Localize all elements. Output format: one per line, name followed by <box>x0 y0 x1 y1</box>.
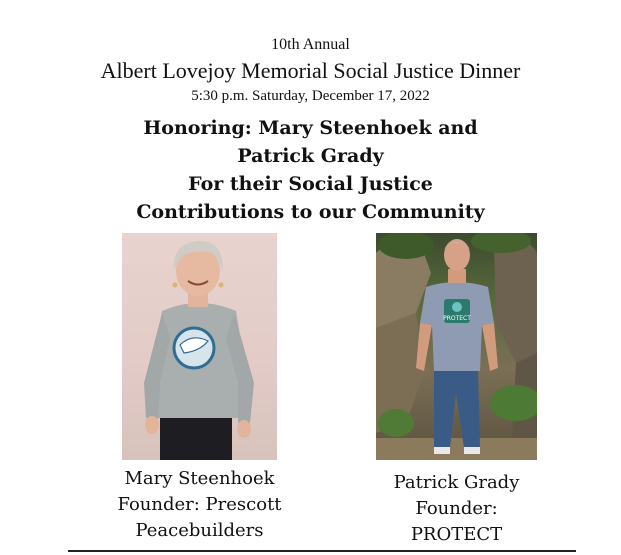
honor-line-1: Honoring: Mary Steenhoek and <box>143 117 478 139</box>
event-title: Albert Lovejoy Memorial Social Justice Dinner <box>100 58 521 83</box>
honoree-role-line-2: Peacebuilders <box>135 520 264 541</box>
bottom-divider <box>68 550 576 552</box>
shirt-text: PROTECT <box>443 315 471 322</box>
honoree-role-line-1: Founder: Prescott <box>117 494 282 515</box>
honoree-role-line-1: Founder: <box>415 498 498 519</box>
honoree-role-line-2: PROTECT <box>410 524 503 545</box>
caption-patrick-grady <box>349 470 564 548</box>
event-datetime: 5:30 p.m. Saturday, December 17, 2022 <box>191 88 430 104</box>
honoree-name: Patrick Grady <box>393 472 520 493</box>
honor-line-2: Patrick Grady <box>237 145 384 167</box>
honor-line-4: Contributions to our Community <box>136 201 485 223</box>
honor-line-3: For their Social Justice <box>188 173 433 195</box>
event-edition: 10th Annual <box>271 36 350 53</box>
caption-mary-steenhoek <box>72 466 327 544</box>
photo-patrick-grady <box>376 233 537 460</box>
photo-mary-steenhoek <box>122 233 277 460</box>
honor-statement <box>0 114 621 226</box>
person-outdoor-illustration <box>376 233 537 460</box>
honoree-name: Mary Steenhoek <box>124 468 275 489</box>
person-portrait-illustration <box>122 233 277 460</box>
